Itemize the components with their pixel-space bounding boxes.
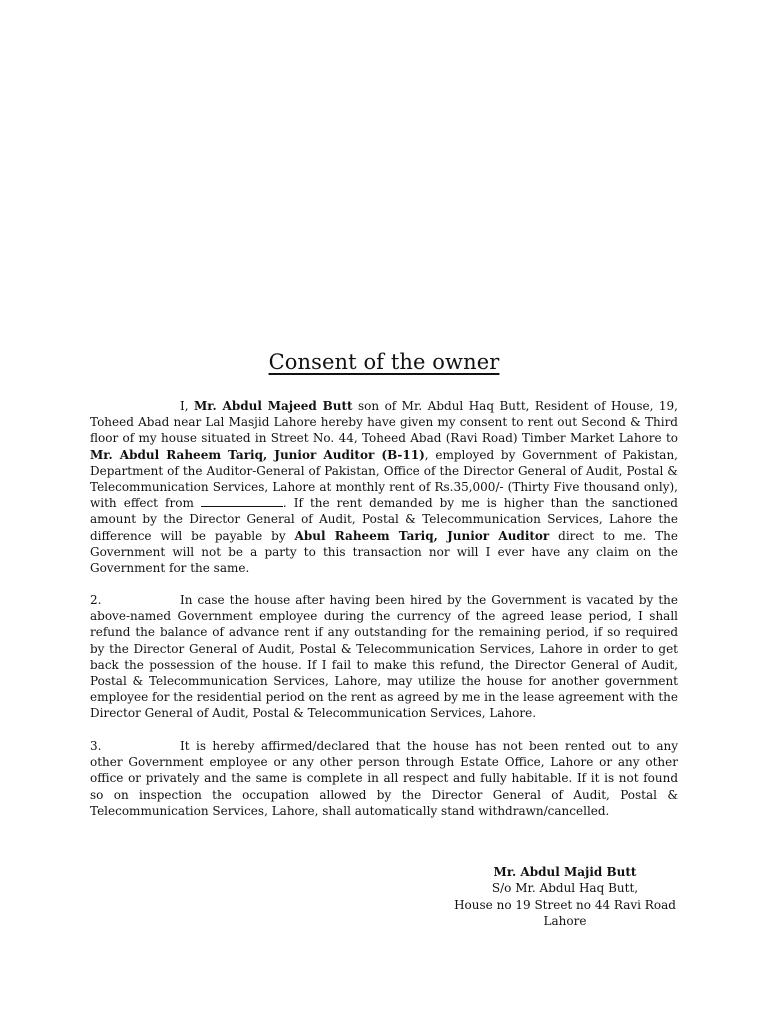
para1-text-2: son of Mr. Abdul Haq Butt, Resident of House, 19, Toheed Abad near Lal Masjid Lahore hereby have given my consent to rent out Second & Third floor of my house situated in Street No. 44, Toheed Abad (Ravi Road) Timber Market Lahore to xyxy=(90,399,678,446)
paragraph-3 xyxy=(90,738,678,819)
signatory-name: Mr. Abdul Majid Butt xyxy=(493,865,637,879)
owner-name: Mr. Abdul Majeed Butt xyxy=(194,399,353,413)
signatory-address: House no 19 Street no 44 Ravi Road xyxy=(454,897,676,912)
tenant-name: Mr. Abdul Raheem Tariq, Junior Auditor (B-11) xyxy=(90,447,425,462)
paragraph-2 xyxy=(90,592,678,722)
effective-date-blank xyxy=(201,496,283,507)
signature-block xyxy=(420,864,710,930)
para3-number: 3. xyxy=(90,739,102,753)
para2-text: In case the house after having been hired by the Government is vacated by the above-named Government employee during the currency of the agreed lease period, I shall refund the balance of advance rent if any outstanding for the remaining period, if so required by the Director General of Audit, Postal & Telecommunication Services, Lahore in order to get back the possession of the house. If I fail to make this refund, the Director General of Audit, Postal & Telecommunication Services, Lahore, may utilize the house for another government employee for the residential period on the rent as agreed by me in the lease agreement with the Director General of Audit, Postal & Telecommunication Services, Lahore. xyxy=(90,593,678,721)
para3-text: It is hereby affirmed/declared that the house has not been rented out to any other Government employee or any other person through Estate Office, Lahore or any other office or privately and the same is complete in all respect and fully habitable. If it is not found so on inspection the occupation allowed by the Director General of Audit, Postal & Telecommunication Services, Lahore, shall automatically stand withdrawn/cancelled. xyxy=(90,739,678,818)
document-title: Consent of the owner xyxy=(268,350,500,374)
para1-text-5: direct to me. The Government will not be a party to this transaction nor will I ever have any claim on the Government for the same. xyxy=(90,528,678,576)
signatory-father: S/o Mr. Abdul Haq Butt, xyxy=(491,881,639,896)
paragraph-1 xyxy=(90,398,678,576)
para1-text-3: , employed by Government of Pakistan, Department of the Auditor-General of Pakistan, Office of the Director General of Audit, Postal & Telecommunication Services, Lahore at monthly rent of Rs.35,000/- (Thirty Five thousand only), with effect from xyxy=(90,447,678,511)
para1-text-1: I, xyxy=(180,399,195,413)
tenant-name-2: Abul Raheem Tariq, Junior Auditor xyxy=(294,528,550,543)
para2-number: 2. xyxy=(90,593,102,607)
signatory-city: Lahore xyxy=(543,914,587,929)
para1-text-4: . If the rent demanded by me is higher than the sanctioned amount by the Director General of Audit, Postal & Telecommunication Services, Lahore the difference will be payable by xyxy=(90,496,678,543)
